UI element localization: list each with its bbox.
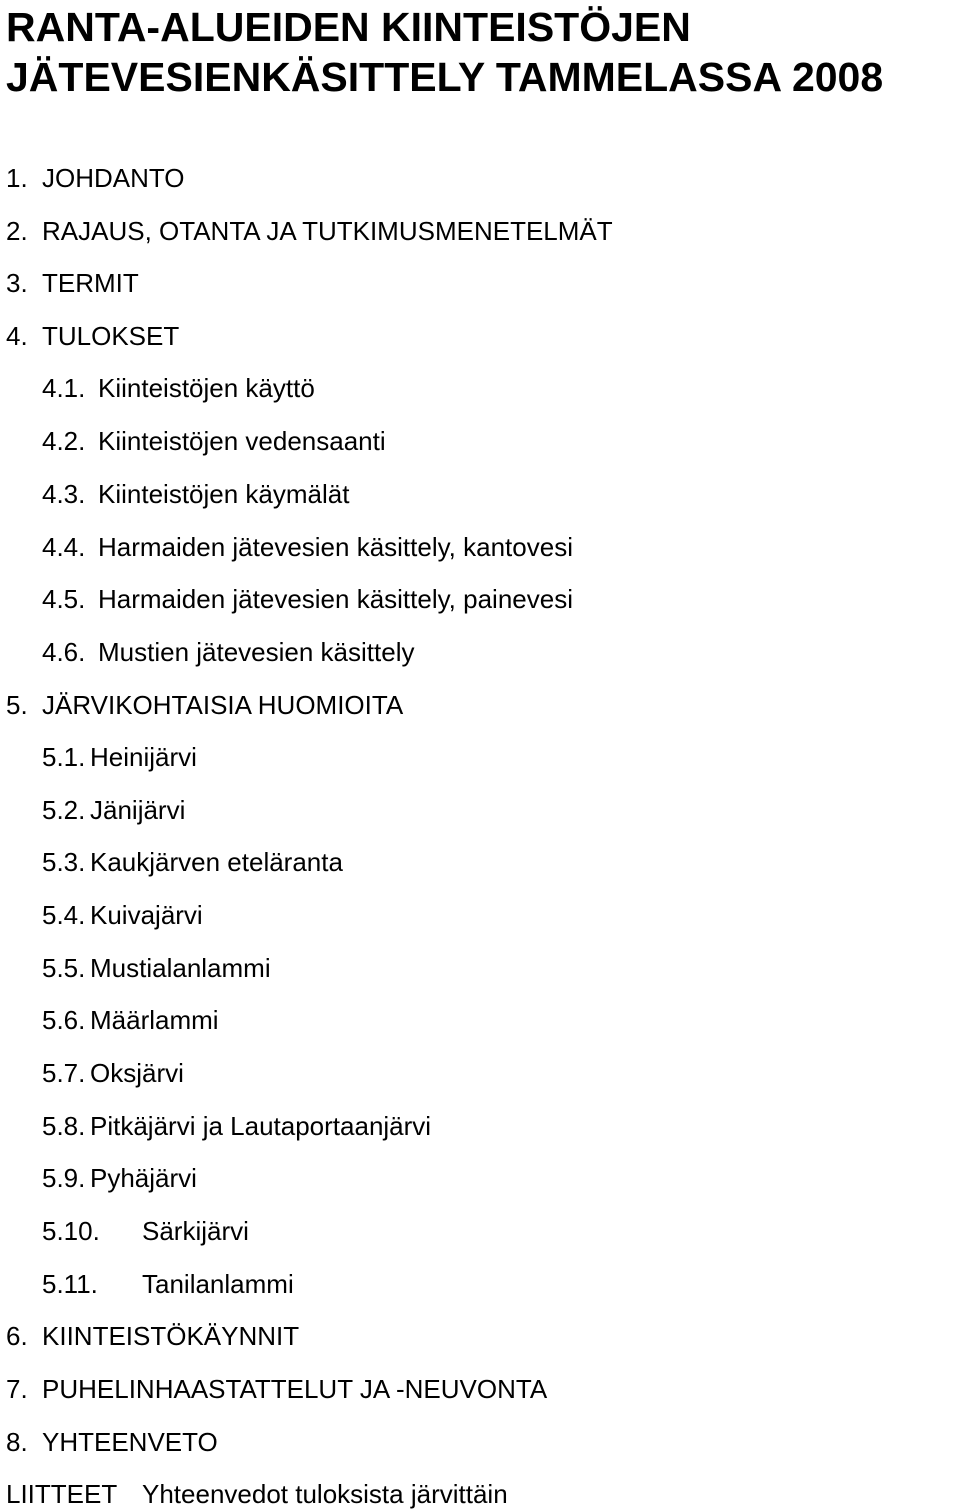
toc-text: Särkijärvi xyxy=(142,1216,249,1246)
toc-text: Kuivajärvi xyxy=(90,900,203,930)
toc-number: 5.10. xyxy=(42,1216,100,1246)
toc-number: 5. xyxy=(6,690,28,720)
toc-text: Tanilanlammi xyxy=(142,1269,294,1299)
toc-number: 5.1. xyxy=(42,742,86,772)
toc-text: Pyhäjärvi xyxy=(90,1163,197,1193)
toc-text: Mustialanlammi xyxy=(90,953,271,983)
document-title-line-2: JÄTEVESIENKÄSITTELY TAMMELASSA 2008 xyxy=(6,54,884,100)
toc-number: 8. xyxy=(6,1427,28,1457)
toc-text: Harmaiden jätevesien käsittely, painevesi xyxy=(98,584,573,614)
toc-text: YHTEENVETO xyxy=(42,1427,218,1457)
toc-number: 6. xyxy=(6,1321,28,1351)
toc-text: Harmaiden jätevesien käsittely, kantovesi xyxy=(98,532,573,562)
toc-text: TERMIT xyxy=(42,268,139,298)
toc-number: 3. xyxy=(6,268,28,298)
toc-text: Oksjärvi xyxy=(90,1058,184,1088)
toc-number: 4.1. xyxy=(42,373,86,403)
toc-number: 5.4. xyxy=(42,900,86,930)
toc-number: 4.5. xyxy=(42,584,86,614)
toc-text: PUHELINHAASTATTELUT JA -NEUVONTA xyxy=(42,1374,548,1404)
toc-number: LIITTEET xyxy=(6,1479,118,1509)
toc-text: Määrlammi xyxy=(90,1005,219,1035)
toc-number: 4.2. xyxy=(42,426,86,456)
toc-number: 5.3. xyxy=(42,847,86,877)
toc-text: Mustien jätevesien käsittely xyxy=(98,637,415,667)
toc-number: 2. xyxy=(6,216,28,246)
toc-number: 5.11. xyxy=(42,1269,98,1299)
toc-number: 4.4. xyxy=(42,532,86,562)
toc-text: RAJAUS, OTANTA JA TUTKIMUSMENETELMÄT xyxy=(42,216,613,246)
toc-number: 1. xyxy=(6,163,28,193)
toc-text: Kaukjärven eteläranta xyxy=(90,847,343,877)
toc-number: 5.8. xyxy=(42,1111,86,1141)
toc-number: 5.9. xyxy=(42,1163,86,1193)
toc-text: KIINTEISTÖKÄYNNIT xyxy=(42,1321,300,1351)
toc-text: Jänijärvi xyxy=(90,795,186,825)
toc-text: Yhteenvedot tuloksista järvittäin xyxy=(142,1479,508,1509)
toc-text: JÄRVIKOHTAISIA HUOMIOITA xyxy=(42,690,404,720)
toc-number: 5.5. xyxy=(42,953,86,983)
toc-text: Kiinteistöjen käymälät xyxy=(98,479,350,509)
toc-number: 4.6. xyxy=(42,637,86,667)
toc-text: Kiinteistöjen käyttö xyxy=(98,373,315,403)
toc-text: TULOKSET xyxy=(42,321,180,351)
toc-number: 5.2. xyxy=(42,795,86,825)
toc-number: 5.7. xyxy=(42,1058,86,1088)
toc-text: JOHDANTO xyxy=(42,163,185,193)
toc-text: Pitkäjärvi ja Lautaportaanjärvi xyxy=(90,1111,432,1141)
toc-number: 4. xyxy=(6,321,28,351)
toc-text: Heinijärvi xyxy=(90,742,197,772)
toc-number: 7. xyxy=(6,1374,28,1404)
toc-number: 5.6. xyxy=(42,1005,86,1035)
document-title-line-1: RANTA-ALUEIDEN KIINTEISTÖJEN xyxy=(6,4,691,50)
toc-number: 4.3. xyxy=(42,479,86,509)
toc-text: Kiinteistöjen vedensaanti xyxy=(98,426,386,456)
